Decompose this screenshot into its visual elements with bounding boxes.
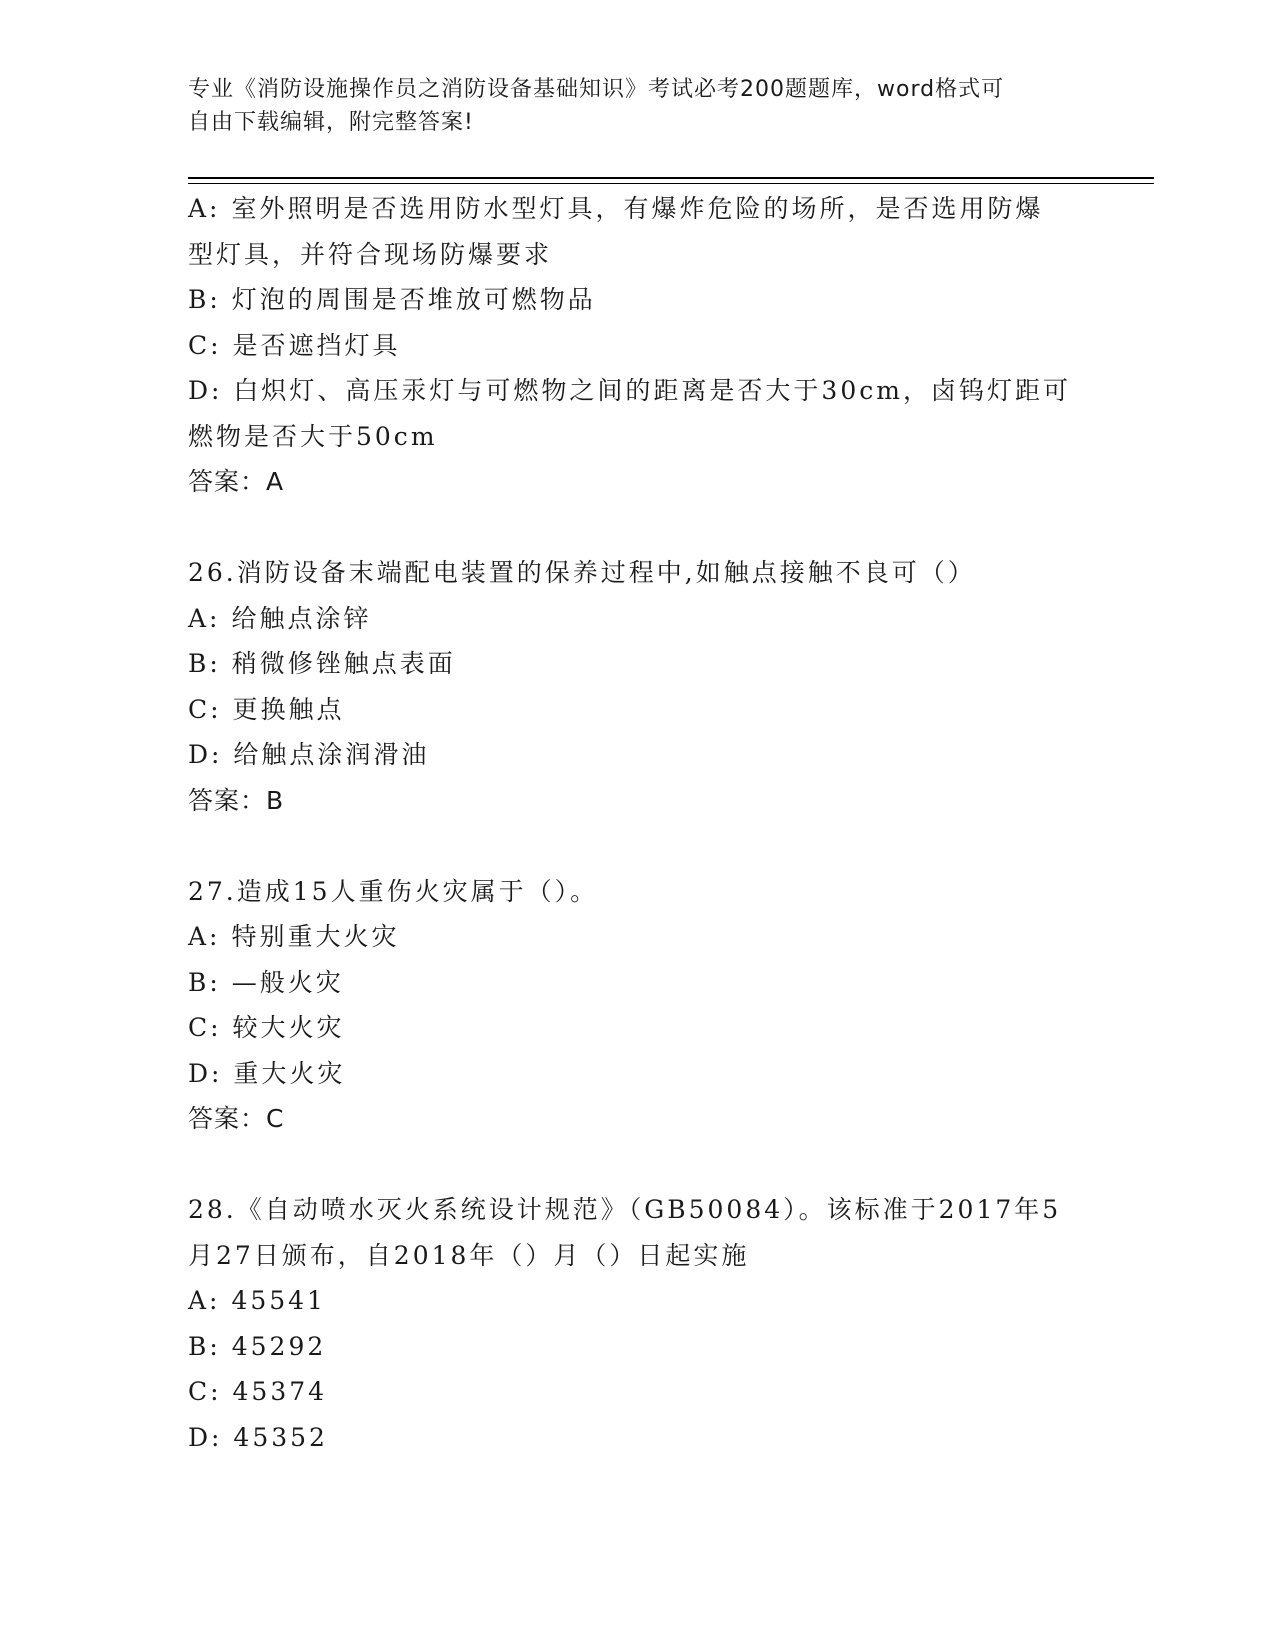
- option-c: [188, 1005, 1088, 1051]
- option-key: C:: [188, 1377, 222, 1406]
- option-c: [188, 1369, 1088, 1415]
- option-key: C:: [188, 330, 222, 360]
- header-line-2: 自由下载编辑，附完整答案!: [188, 110, 474, 135]
- answer-line: 答案：C: [188, 1104, 285, 1133]
- answer-line: 答案：B: [188, 785, 285, 815]
- option-text: 给触点涂润滑油: [233, 740, 430, 769]
- option-key: D:: [188, 740, 223, 769]
- option-text: 灯泡的周围是否堆放可燃物品: [231, 285, 596, 314]
- option-text: 更换触点: [232, 694, 345, 724]
- question-27: [188, 869, 1088, 1142]
- option-text: 45292: [231, 1331, 327, 1361]
- header-divider-thin: [188, 183, 1154, 184]
- spacer: [188, 823, 1088, 869]
- option-key: D:: [188, 1422, 223, 1452]
- option-a-continued: 型灯具，并符合现场防爆要求: [188, 239, 553, 269]
- option-key: C:: [188, 1013, 222, 1042]
- option-key: A:: [188, 194, 221, 223]
- option-key: B:: [188, 649, 221, 678]
- answer-line: 答案：A: [188, 467, 285, 496]
- option-b: [188, 641, 1088, 687]
- option-key: A:: [188, 1286, 221, 1315]
- option-c: [188, 323, 1088, 369]
- option-d: [188, 1415, 1088, 1461]
- option-b: [188, 277, 1088, 323]
- spacer: [188, 505, 1088, 551]
- question-28: [188, 1187, 1088, 1460]
- option-d: [188, 732, 1088, 778]
- question-stem: 27.造成15人重伤火灾属于（）。: [188, 876, 599, 906]
- option-key: A:: [188, 603, 221, 633]
- option-key: B:: [188, 1331, 221, 1361]
- option-key: B:: [188, 967, 221, 997]
- option-text: 45541: [231, 1286, 326, 1315]
- question-26: [188, 550, 1088, 823]
- option-text: 特别重大火灾: [231, 922, 400, 951]
- option-text: 白炽灯、高压汞灯与可燃物之间的距离是否大于30cm，卤钨灯距可: [233, 376, 1071, 405]
- option-text: 是否遮挡灯具: [232, 330, 401, 360]
- header-divider-thick: [188, 177, 1154, 179]
- prev-question: [188, 186, 1088, 505]
- option-key: B:: [188, 285, 221, 314]
- question-stem-line-2: 月27日颁布，自2018年（）月（）日起实施: [188, 1240, 750, 1270]
- option-text: —般火灾: [231, 967, 344, 997]
- option-key: C:: [188, 694, 222, 724]
- option-text: 45374: [232, 1377, 328, 1406]
- option-key: D:: [188, 1058, 223, 1088]
- question-stem: 26.消防设备末端配电装置的保养过程中,如触点接触不良可（）: [188, 558, 976, 587]
- option-text: 45352: [233, 1422, 328, 1452]
- option-text: 室外照明是否选用防水型灯具，有爆炸危险的场所，是否选用防爆: [231, 194, 1044, 223]
- option-c: [188, 687, 1088, 733]
- option-b: [188, 960, 1088, 1006]
- option-a: [188, 186, 1088, 232]
- option-d: [188, 368, 1088, 414]
- option-d: [188, 1051, 1088, 1097]
- option-d-continued: 燃物是否大于50cm: [188, 421, 438, 451]
- document-header: [188, 73, 1068, 139]
- option-a: [188, 914, 1088, 960]
- option-a: [188, 596, 1088, 642]
- option-a: [188, 1278, 1088, 1324]
- option-text: 给触点涂锌: [231, 603, 372, 633]
- option-text: 重大火灾: [233, 1058, 346, 1088]
- header-line-1: 专业《消防设施操作员之消防设备基础知识》考试必考200题题库，word格式可: [188, 77, 1005, 102]
- option-b: [188, 1324, 1088, 1370]
- spacer: [188, 1142, 1088, 1188]
- option-key: A:: [188, 922, 221, 951]
- question-stem-line-1: 28.《自动喷水灭火系统设计规范》（GB50084）。该标准于2017年5: [188, 1195, 1062, 1224]
- question-content: [188, 186, 1088, 1460]
- option-text: 较大火灾: [232, 1013, 345, 1042]
- option-text: 稍微修锉触点表面: [231, 649, 456, 678]
- option-key: D:: [188, 376, 223, 405]
